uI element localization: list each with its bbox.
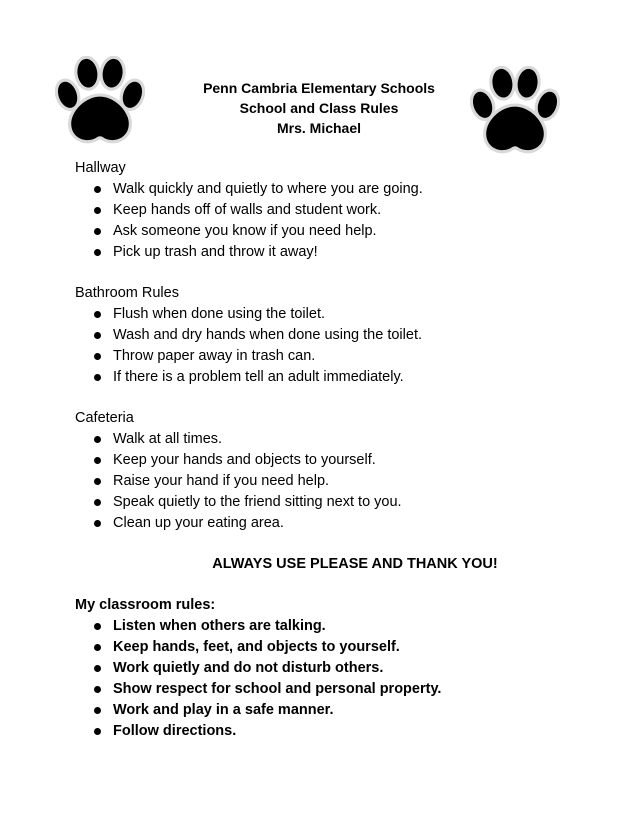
- list-item: [75, 513, 595, 534]
- list-item: [75, 492, 595, 513]
- section-classroom: [75, 595, 595, 742]
- section-title: Hallway: [75, 160, 126, 176]
- bullet: [94, 686, 101, 693]
- section-bathroom: [75, 283, 595, 388]
- paw-print-icon: [55, 56, 145, 148]
- rule-text: Throw paper away in trash can.: [113, 348, 316, 364]
- rule-list: [75, 616, 595, 742]
- bullet: [94, 249, 101, 256]
- section-title: My classroom rules:: [75, 597, 216, 613]
- rule-text: Listen when others are talking.: [113, 618, 326, 634]
- bullet: [94, 353, 101, 360]
- school-name: Penn Cambria Elementary Schools: [203, 80, 435, 96]
- rule-text: Ask someone you know if you need help.: [113, 223, 377, 239]
- rule-text: Wash and dry hands when done using the toilet.: [113, 327, 422, 343]
- section-title: Bathroom Rules: [75, 285, 179, 301]
- bullet: [94, 311, 101, 318]
- rule-text: Keep your hands and objects to yourself.: [113, 452, 376, 468]
- rule-text: Speak quietly to the friend sitting next to you.: [113, 494, 402, 510]
- rule-text: Work quietly and do not disturb others.: [113, 660, 384, 676]
- bullet: [94, 374, 101, 381]
- list-item: [75, 325, 595, 346]
- rule-text: Show respect for school and personal property.: [113, 681, 442, 697]
- rule-text: Pick up trash and throw it away!: [113, 244, 318, 260]
- rule-text: If there is a problem tell an adult immediately.: [113, 369, 404, 385]
- list-item: [75, 700, 595, 721]
- bullet: [94, 457, 101, 464]
- bullet: [94, 623, 101, 630]
- list-item: [75, 242, 595, 263]
- bullet: [94, 644, 101, 651]
- bullet: [94, 728, 101, 735]
- rule-text: Follow directions.: [113, 723, 237, 739]
- rule-text: Flush when done using the toilet.: [113, 306, 325, 322]
- bullet: [94, 707, 101, 714]
- bullet: [94, 186, 101, 193]
- list-item: [75, 721, 595, 742]
- document-header: [150, 78, 488, 138]
- list-item: [75, 200, 595, 221]
- rule-text: Walk quickly and quietly to where you are going.: [113, 181, 423, 197]
- document-title: School and Class Rules: [239, 100, 399, 116]
- list-item: [75, 346, 595, 367]
- list-item: [75, 471, 595, 492]
- rule-list: [75, 179, 595, 263]
- teacher-name: Mrs. Michael: [276, 120, 362, 136]
- list-item: [75, 658, 595, 679]
- bullet: [94, 436, 101, 443]
- list-item: [75, 450, 595, 471]
- bullet: [94, 499, 101, 506]
- list-item: [75, 616, 595, 637]
- section-hallway: [75, 158, 595, 263]
- rules-content: [75, 158, 595, 762]
- bullet: [94, 478, 101, 485]
- rule-text: Keep hands off of walls and student work.: [113, 202, 382, 218]
- bullet: [94, 665, 101, 672]
- please-thank-you-banner: ALWAYS USE PLEASE AND THANK YOU!: [212, 556, 498, 572]
- bullet: [94, 207, 101, 214]
- list-item: [75, 367, 595, 388]
- list-item: [75, 637, 595, 658]
- list-item: [75, 179, 595, 200]
- rule-text: Clean up your eating area.: [113, 515, 284, 531]
- bullet: [94, 332, 101, 339]
- section-title: Cafeteria: [75, 410, 134, 426]
- list-item: [75, 304, 595, 325]
- list-item: [75, 221, 595, 242]
- rule-text: Work and play in a safe manner.: [113, 702, 334, 718]
- rule-list: [75, 304, 595, 388]
- list-item: [75, 429, 595, 450]
- rule-text: Keep hands, feet, and objects to yourself.: [113, 639, 400, 655]
- rule-list: [75, 429, 595, 534]
- rule-text: Walk at all times.: [113, 431, 223, 447]
- bullet: [94, 228, 101, 235]
- section-cafeteria: [75, 408, 595, 534]
- bullet: [94, 520, 101, 527]
- rule-text: Raise your hand if you need help.: [113, 473, 330, 489]
- list-item: [75, 679, 595, 700]
